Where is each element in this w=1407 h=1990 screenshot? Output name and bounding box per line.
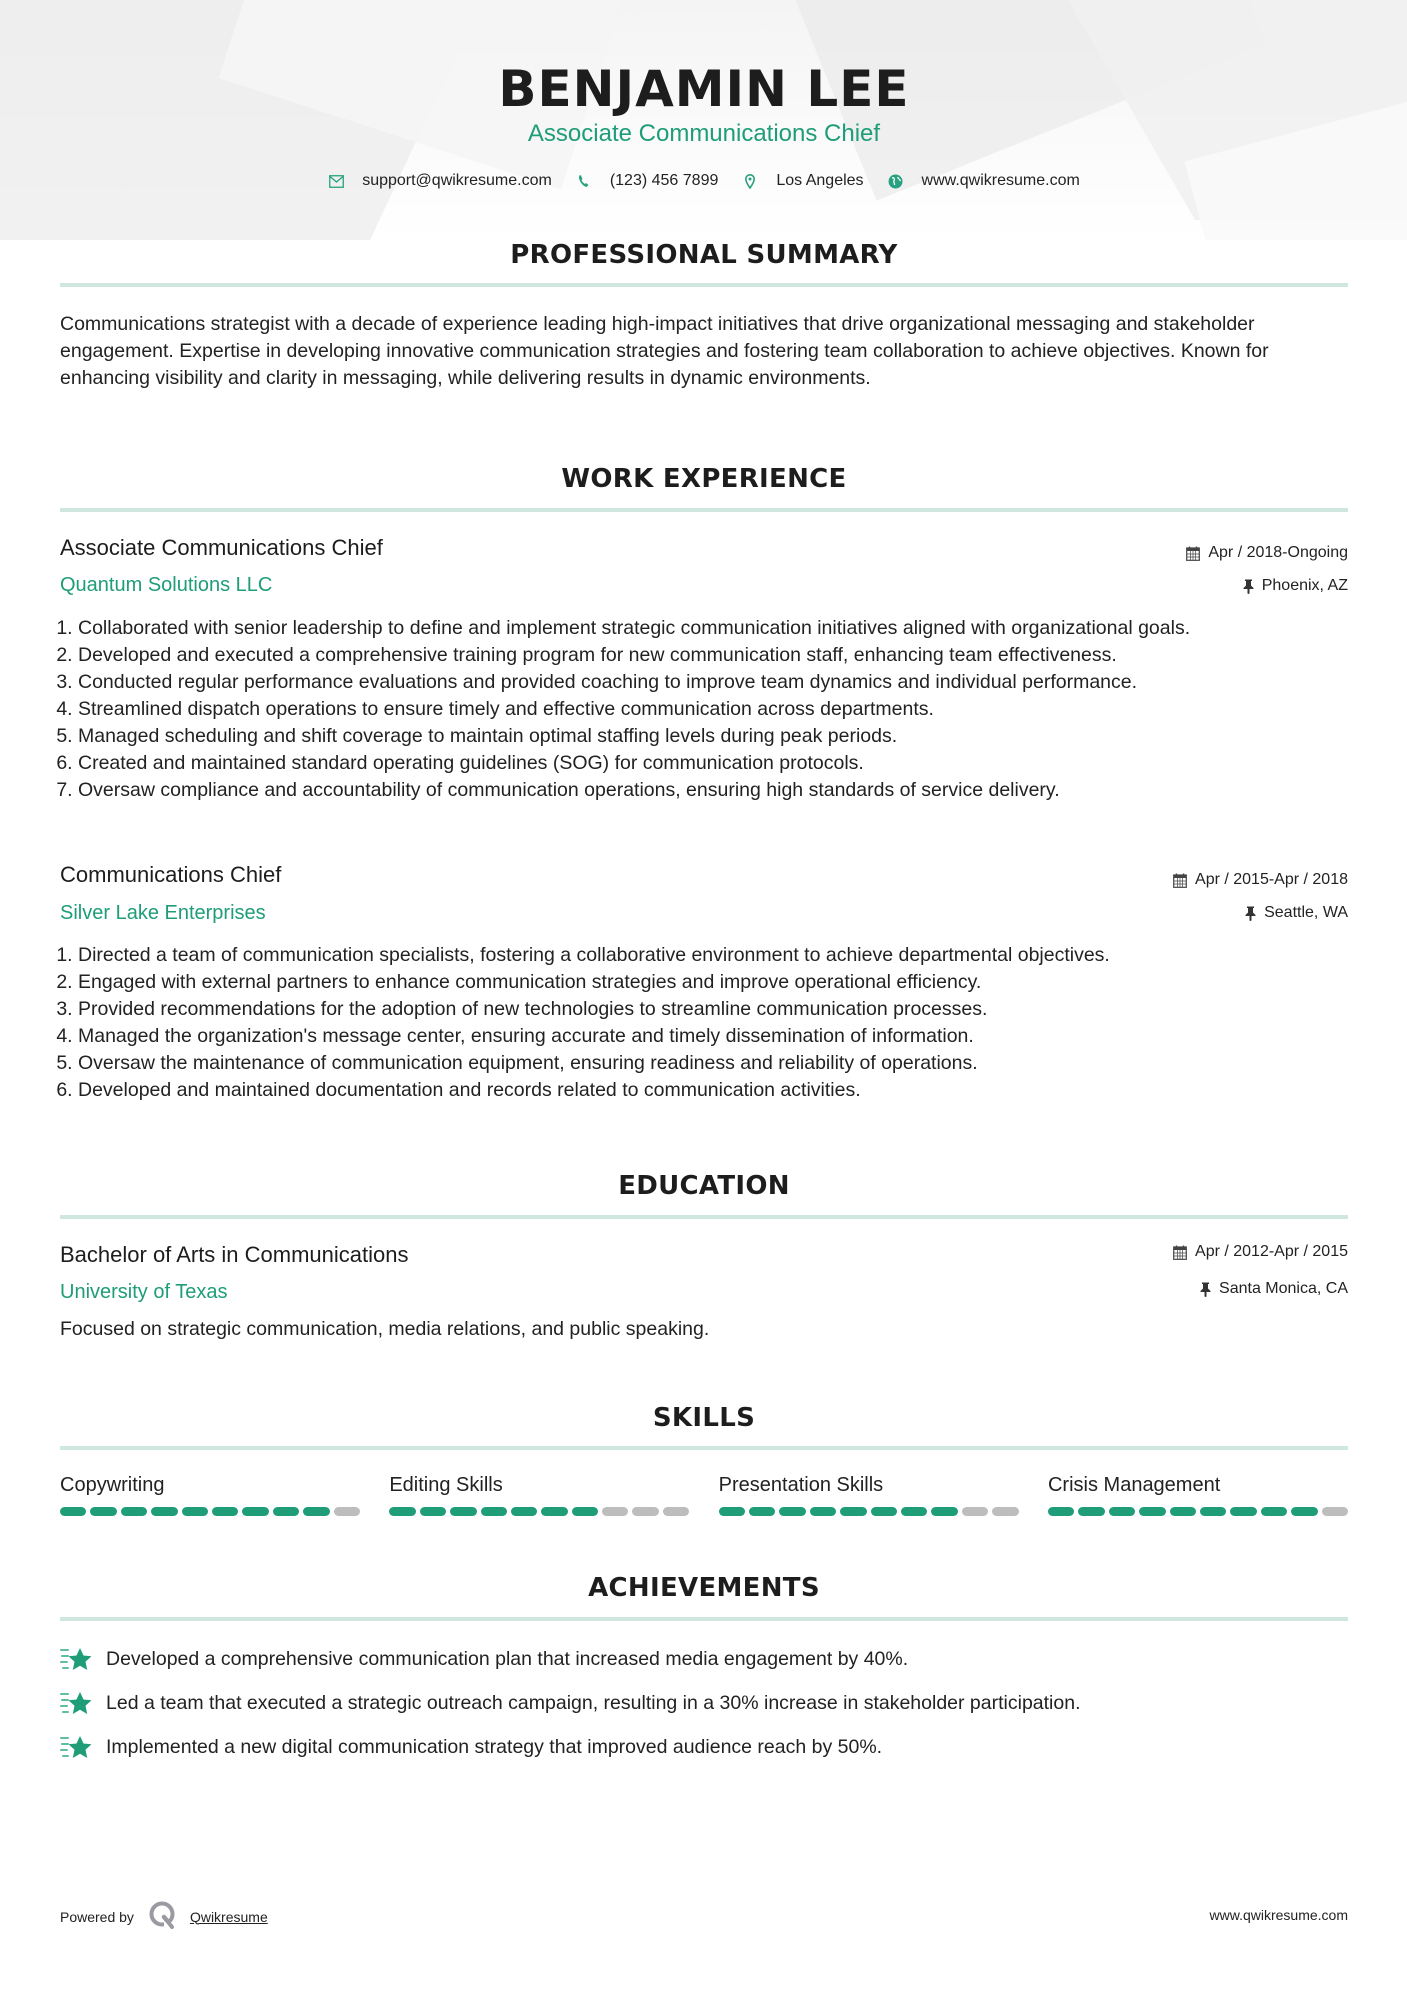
rating-segment-filled: [1230, 1507, 1256, 1516]
location-text: Los Angeles: [776, 172, 864, 189]
rating-segment-filled: [931, 1507, 957, 1516]
footer-powered-by: [60, 1900, 268, 1933]
rating-segment-empty: [962, 1507, 988, 1516]
summary-text: Communications strategist with a decade of experience leading high-impact initiatives that drive organizational messaging and stakeholder engagement. Expertise in developing innovative communication strategies and fostering team collaboration to achieve objectives. Known for enhancing visibility and clarity in messaging, while delivering results in dynamic environments.: [60, 313, 1269, 389]
rating-segment-filled: [779, 1507, 805, 1516]
rating-segment-filled: [1109, 1507, 1135, 1516]
rating-segment-filled: [450, 1507, 476, 1516]
skills-grid: [60, 1474, 1348, 1516]
rating-segment-empty: [632, 1507, 658, 1516]
rating-segment-filled: [749, 1507, 775, 1516]
section-divider: [60, 508, 1348, 512]
skill-rating-bar: [60, 1507, 360, 1516]
rating-segment-filled: [151, 1507, 177, 1516]
skill-item: Crisis Management: [1048, 1474, 1348, 1516]
rating-segment-filled: [840, 1507, 866, 1516]
duty-item: 1. Collaborated with senior leadership to define and implement strategic communication initiatives aligned with organizational goals.: [78, 615, 1378, 642]
education-location: Santa Monica, CA: [1200, 1280, 1348, 1298]
pushpin-icon: [1245, 906, 1256, 921]
rating-segment-filled: [901, 1507, 927, 1516]
section-title-education: EDUCATION: [618, 1171, 790, 1201]
contact-email[interactable]: [328, 172, 552, 190]
contact-location: [742, 172, 863, 190]
calendar-icon: [1173, 873, 1187, 888]
job-location: Seattle, WA: [1245, 904, 1348, 922]
rating-segment-filled: [182, 1507, 208, 1516]
school-name: University of Texas: [60, 1281, 228, 1303]
candidate-name: BENJAMIN LEE: [498, 60, 910, 118]
phone-text: (123) 456 7899: [609, 172, 719, 189]
section-divider: [60, 1446, 1348, 1450]
rating-segment-filled: [810, 1507, 836, 1516]
rating-segment-filled: [871, 1507, 897, 1516]
rating-segment-empty: [334, 1507, 360, 1516]
duty-item: 7. Oversaw compliance and accountability of communication operations, ensuring high standards of service delivery.: [78, 777, 1378, 804]
achievement-item: Led a team that executed a strategic outreach campaign, resulting in a 30% increase in stakeholder participation.: [60, 1690, 1081, 1716]
section-divider: [60, 283, 1348, 287]
education-description: Focused on strategic communication, media relations, and public speaking.: [60, 1318, 710, 1340]
rating-segment-filled: [90, 1507, 116, 1516]
star-achievement-icon: [60, 1690, 94, 1716]
job-duties-list: [60, 942, 1378, 1104]
duty-item: 2. Engaged with external partners to enhance communication strategies and improve operational efficiency.: [78, 969, 1378, 996]
duty-item: 5. Managed scheduling and shift coverage to maintain optimal staffing levels during peak periods.: [78, 723, 1378, 750]
rating-segment-filled: [121, 1507, 147, 1516]
phone-icon: [576, 173, 592, 189]
rating-segment-filled: [212, 1507, 238, 1516]
footer-website[interactable]: www.qwikresume.com: [1209, 1907, 1348, 1923]
website-text: www.qwikresume.com: [921, 172, 1080, 189]
job-duties-list: [60, 615, 1378, 804]
company-name: Quantum Solutions LLC: [60, 574, 273, 596]
section-title-skills: SKILLS: [652, 1403, 756, 1433]
powered-by-label: Powered by: [60, 1908, 134, 1925]
pushpin-icon: [1243, 579, 1254, 594]
rating-segment-filled: [273, 1507, 299, 1516]
duty-item: 3. Conducted regular performance evaluations and provided coaching to improve team dynamics and individual performance.: [78, 669, 1378, 696]
section-divider: [60, 1215, 1348, 1219]
degree-title: Bachelor of Arts in Communications: [60, 1242, 409, 1267]
skill-rating-bar: [719, 1507, 1019, 1516]
contact-bar: [60, 172, 1348, 190]
duty-item: 6. Created and maintained standard operating guidelines (SOG) for communication protocols.: [78, 750, 1378, 777]
achievement-item: Developed a comprehensive communication plan that increased media engagement by 40%.: [60, 1646, 908, 1672]
job-dates: Apr / 2018-Ongoing: [1186, 544, 1348, 562]
skill-item: Editing Skills: [389, 1474, 689, 1516]
qwikresume-link[interactable]: Qwikresume: [189, 1908, 268, 1925]
pushpin-icon: [1200, 1282, 1211, 1297]
skill-item: Presentation Skills: [719, 1474, 1019, 1516]
rating-segment-filled: [1139, 1507, 1165, 1516]
rating-segment-empty: [602, 1507, 628, 1516]
rating-segment-filled: [1048, 1507, 1074, 1516]
section-divider: [60, 1617, 1348, 1621]
calendar-icon: [1173, 1245, 1187, 1260]
rating-segment-filled: [1200, 1507, 1226, 1516]
star-achievement-icon: [60, 1734, 94, 1760]
rating-segment-empty: [992, 1507, 1018, 1516]
rating-segment-empty: [663, 1507, 689, 1516]
rating-segment-filled: [303, 1507, 329, 1516]
calendar-icon: [1186, 546, 1200, 561]
job-location: Phoenix, AZ: [1243, 577, 1348, 595]
skill-rating-bar: [389, 1507, 689, 1516]
rating-segment-filled: [1291, 1507, 1317, 1516]
rating-segment-filled: [242, 1507, 268, 1516]
rating-segment-filled: [541, 1507, 567, 1516]
education-dates: Apr / 2012-Apr / 2015: [1173, 1243, 1348, 1261]
rating-segment-filled: [1078, 1507, 1104, 1516]
duty-item: 4. Streamlined dispatch operations to ensure timely and effective communication across departments.: [78, 696, 1378, 723]
rating-segment-filled: [420, 1507, 446, 1516]
globe-icon: [888, 173, 904, 189]
duty-item: 4. Managed the organization's message center, ensuring accurate and timely dissemination of information.: [78, 1023, 1378, 1050]
section-title-experience: WORK EXPERIENCE: [561, 464, 847, 494]
job-title: Communications Chief: [60, 862, 282, 887]
duty-item: 2. Developed and executed a comprehensive training program for new communication staff, enhancing team effectiveness.: [78, 642, 1378, 669]
email-text: support@qwikresume.com: [362, 172, 552, 189]
job-dates: Apr / 2015-Apr / 2018: [1173, 871, 1348, 889]
rating-segment-filled: [1170, 1507, 1196, 1516]
rating-segment-filled: [60, 1507, 86, 1516]
rating-segment-filled: [481, 1507, 507, 1516]
candidate-role: Associate Communications Chief: [527, 120, 881, 147]
rating-segment-filled: [572, 1507, 598, 1516]
duty-item: 1. Directed a team of communication specialists, fostering a collaborative environment to achieve departmental objectives.: [78, 942, 1378, 969]
rating-segment-empty: [1322, 1507, 1348, 1516]
contact-website[interactable]: [888, 172, 1080, 190]
map-marker-icon: [742, 173, 758, 189]
rating-segment-filled: [719, 1507, 745, 1516]
job-title: Associate Communications Chief: [60, 535, 383, 560]
contact-phone[interactable]: [576, 172, 719, 190]
duty-item: 6. Developed and maintained documentation and records related to communication activities.: [78, 1077, 1378, 1104]
duty-item: 5. Oversaw the maintenance of communication equipment, ensuring readiness and reliability of operations.: [78, 1050, 1378, 1077]
section-title-summary: PROFESSIONAL SUMMARY: [510, 240, 898, 270]
envelope-icon: [328, 173, 344, 189]
company-name: Silver Lake Enterprises: [60, 902, 266, 924]
duty-item: 3. Provided recommendations for the adoption of new technologies to streamline communication processes.: [78, 996, 1378, 1023]
skill-item: Copywriting: [60, 1474, 360, 1516]
section-title-achievements: ACHIEVEMENTS: [588, 1573, 820, 1603]
rating-segment-filled: [511, 1507, 537, 1516]
star-achievement-icon: [60, 1646, 94, 1672]
rating-segment-filled: [1261, 1507, 1287, 1516]
achievement-item: Implemented a new digital communication strategy that improved audience reach by 50%.: [60, 1734, 882, 1760]
skill-rating-bar: [1048, 1507, 1348, 1516]
rating-segment-filled: [389, 1507, 415, 1516]
qwikresume-logo-icon: [148, 1900, 178, 1933]
